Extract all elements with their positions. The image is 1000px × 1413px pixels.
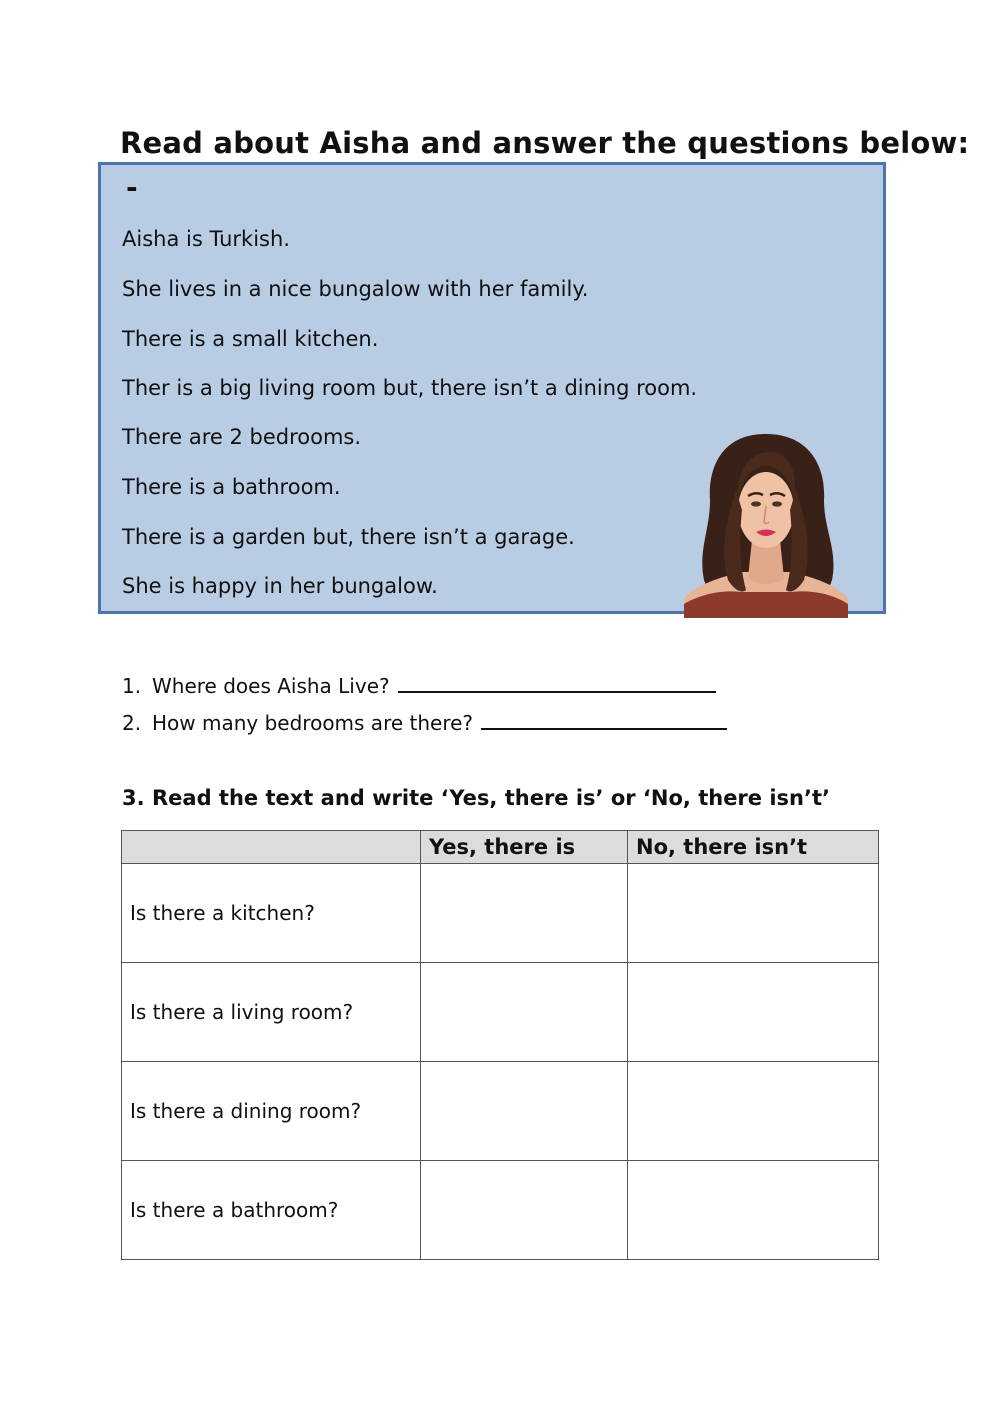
story-line: There is a small kitchen. — [122, 327, 379, 351]
table-header-cell: No, there isn’t — [628, 831, 879, 864]
table-row — [122, 1062, 879, 1161]
question-text: Read the text and write ‘Yes, there is’ or ‘No, there isn’t’ — [152, 786, 830, 810]
row-question: Is there a kitchen? — [122, 864, 421, 963]
table-row — [122, 864, 879, 963]
story-line: She is happy in her bungalow. — [122, 574, 438, 598]
table-row — [122, 963, 879, 1062]
no-answer-cell[interactable] — [628, 963, 879, 1062]
answer-blank-2[interactable] — [481, 710, 727, 730]
question-number: 1. — [122, 674, 142, 698]
row-question: Is there a bathroom? — [122, 1161, 421, 1260]
table-row — [122, 1161, 879, 1260]
table-header-cell — [122, 831, 421, 864]
question-3 — [122, 784, 830, 812]
story-line: Ther is a big living room but, there isn’t a dining room. — [122, 376, 698, 400]
story-line: There are 2 bedrooms. — [122, 425, 362, 449]
row-question: Is there a living room? — [122, 963, 421, 1062]
story-line: She lives in a nice bungalow with her family. — [122, 277, 589, 301]
no-answer-cell[interactable] — [628, 1062, 879, 1161]
story-line: Aisha is Turkish. — [122, 227, 290, 251]
question-2 — [122, 710, 727, 736]
no-answer-cell[interactable] — [628, 1161, 879, 1260]
row-question: Is there a dining room? — [122, 1062, 421, 1161]
table-header-row — [122, 831, 879, 864]
aisha-portrait-image — [680, 430, 852, 618]
question-number: 3. — [122, 786, 145, 810]
table-header-cell: Yes, there is — [421, 831, 628, 864]
yes-answer-cell[interactable] — [421, 963, 628, 1062]
yes-answer-cell[interactable] — [421, 1062, 628, 1161]
answer-blank-1[interactable] — [398, 673, 716, 693]
no-answer-cell[interactable] — [628, 864, 879, 963]
answer-table — [121, 830, 879, 1260]
story-line: There is a bathroom. — [122, 475, 341, 499]
yes-answer-cell[interactable] — [421, 1161, 628, 1260]
title-dash: - — [126, 171, 138, 204]
yes-answer-cell[interactable] — [421, 864, 628, 963]
story-line: There is a garden but, there isn’t a garage. — [122, 525, 575, 549]
question-number: 2. — [122, 711, 142, 735]
question-text: Where does Aisha Live? — [152, 674, 390, 698]
question-1 — [122, 673, 716, 699]
question-text: How many bedrooms are there? — [152, 711, 474, 735]
worksheet-title: Read about Aisha and answer the questions below: — [120, 126, 970, 160]
